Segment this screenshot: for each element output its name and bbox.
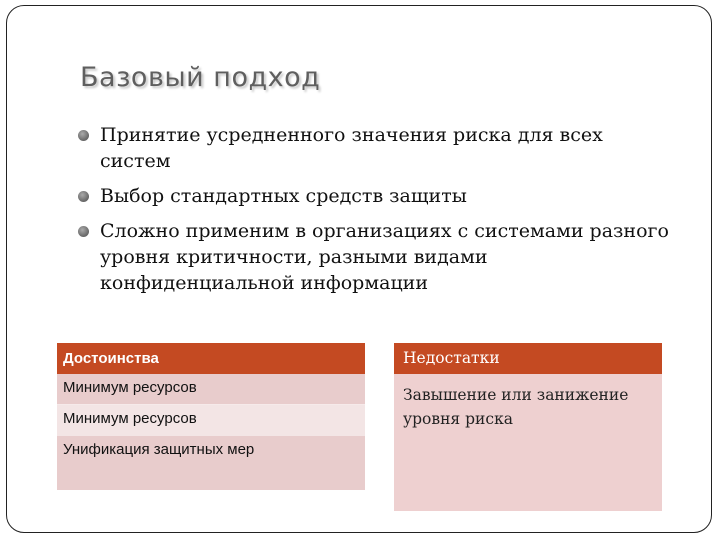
advantages-header: Достоинства [57,343,365,374]
table-row: Минимум ресурсов [57,374,365,405]
bullet-item [76,122,676,174]
slide-title: Базовый подход [80,62,321,93]
bullet-item [76,218,676,296]
advantages-table [57,343,365,490]
table-row: Унификация защитных мер [57,436,365,490]
bullet-list [76,122,676,305]
bullet-text: Выбор стандартных средств защиты [100,185,467,207]
bullet-text: Сложно применим в организациях с системами разного уровня критичности, разными видами конфиденциальной информации [100,220,669,294]
bullet-item [76,183,676,209]
bullet-dot-icon [78,191,89,202]
bullet-dot-icon [78,226,89,237]
bullet-text: Принятие усредненного значения риска для всех систем [100,124,603,172]
disadvantages-header: Недостатки [394,343,662,374]
bullet-dot-icon [78,130,89,141]
table-row: Минимум ресурсов [57,405,365,436]
disadvantages-body: Завышение или занижение уровня риска [394,374,662,511]
disadvantages-table [394,343,662,511]
